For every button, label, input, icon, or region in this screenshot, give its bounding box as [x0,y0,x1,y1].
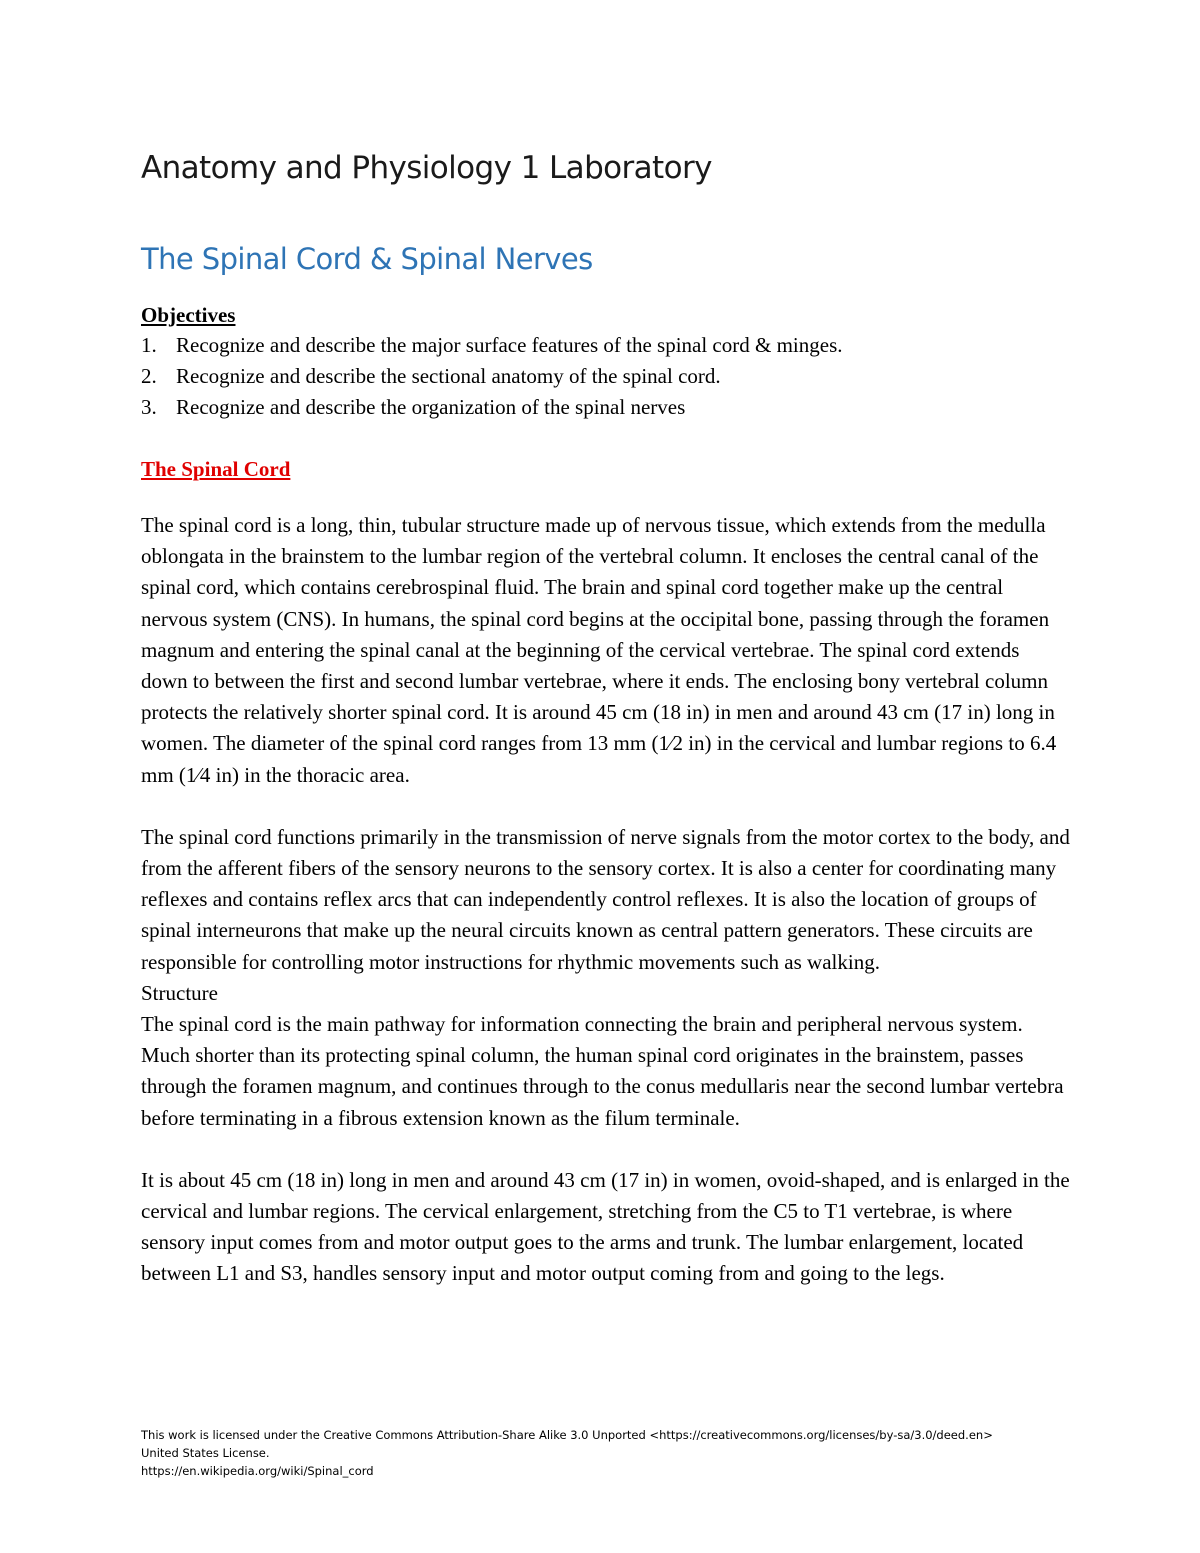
objective-number: 2. [141,364,157,388]
source-link: https://en.wikipedia.org/wiki/Spinal_cord [141,1464,374,1478]
structure-label: Structure [141,980,218,1005]
objectives-heading: Objectives [141,303,236,327]
document-body [141,146,1071,1290]
objective-number: 3. [141,395,157,419]
objective-text: Recognize and describe the major surface features of the spinal cord & minges. [176,333,843,357]
objective-text: Recognize and describe the organization of the spinal nerves [176,395,686,419]
objectives-list [141,330,1071,423]
footer [141,1426,1021,1480]
paragraph-dimensions: It is about 45 cm (18 in) long in men and around 43 cm (17 in) in women, ovoid-shaped, and is enlarged in the cervical and lumbar regions. The cervical enlargement, stretching from the C5 to T1 vertebrae, is where sensory input comes from and motor output goes to the arms and trunk. The lumbar enlargement, located between L1 and S3, handles sensory input and motor output coming from and going to the legs. [141,1167,1070,1286]
objective-number: 1. [141,333,157,357]
objective-item [141,392,1071,423]
objective-item [141,330,1071,361]
paragraph-functions: The spinal cord functions primarily in the transmission of nerve signals from the motor cortex to the body, and from the afferent fibers of the sensory neurons to the sensory cortex. It is also a center for coordinating many reflexes and contains reflex arcs that can independently control reflexes. It is also the location of groups of spinal interneurons that make up the neural circuits known as central pattern generators. These circuits are responsible for controlling motor instructions for rhythmic movements such as walking. [141,824,1070,974]
license-notice: This work is licensed under the Creative Commons Attribution-Share Alike 3.0 Unported <https://creativecommons.org/licenses/by-sa/3.0/deed.en> United States License. [141,1428,993,1460]
objective-text: Recognize and describe the sectional anatomy of the spinal cord. [176,364,721,388]
section-heading-spinal-cord: The Spinal Cord [141,457,291,481]
paragraph-structure: The spinal cord is the main pathway for information connecting the brain and peripheral nervous system. Much shorter than its protecting spinal column, the human spinal cord originates in the brainstem, passes through the foramen magnum, and continues through to the conus medullaris near the second lumbar vertebra before terminating in a fibrous extension known as the filum terminale. [141,1012,1064,1130]
document-subtitle: The Spinal Cord & Spinal Nerves [141,242,593,276]
paragraph-intro: The spinal cord is a long, thin, tubular structure made up of nervous tissue, which extends from the medulla oblongata in the brainstem to the lumbar region of the vertebral column. It encloses the central canal of the spinal cord, which contains cerebrospinal fluid. The brain and spinal cord together make up the central nervous system (CNS). In humans, the spinal cord begins at the occipital bone, passing through the foramen magnum and entering the spinal canal at the beginning of the cervical vertebrae. The spinal cord extends down to between the first and second lumbar vertebrae, where it ends. The enclosing bony vertebral column protects the relatively shorter spinal cord. It is around 45 cm (18 in) in men and around 43 cm (17 in) long in women. The diameter of the spinal cord ranges from 13 mm (1⁄2 in) in the cervical and lumbar regions to 6.4 mm (1⁄4 in) in the thoracic area. [141,513,1057,787]
document-title: Anatomy and Physiology 1 Laboratory [141,150,712,186]
objective-item [141,361,1071,392]
